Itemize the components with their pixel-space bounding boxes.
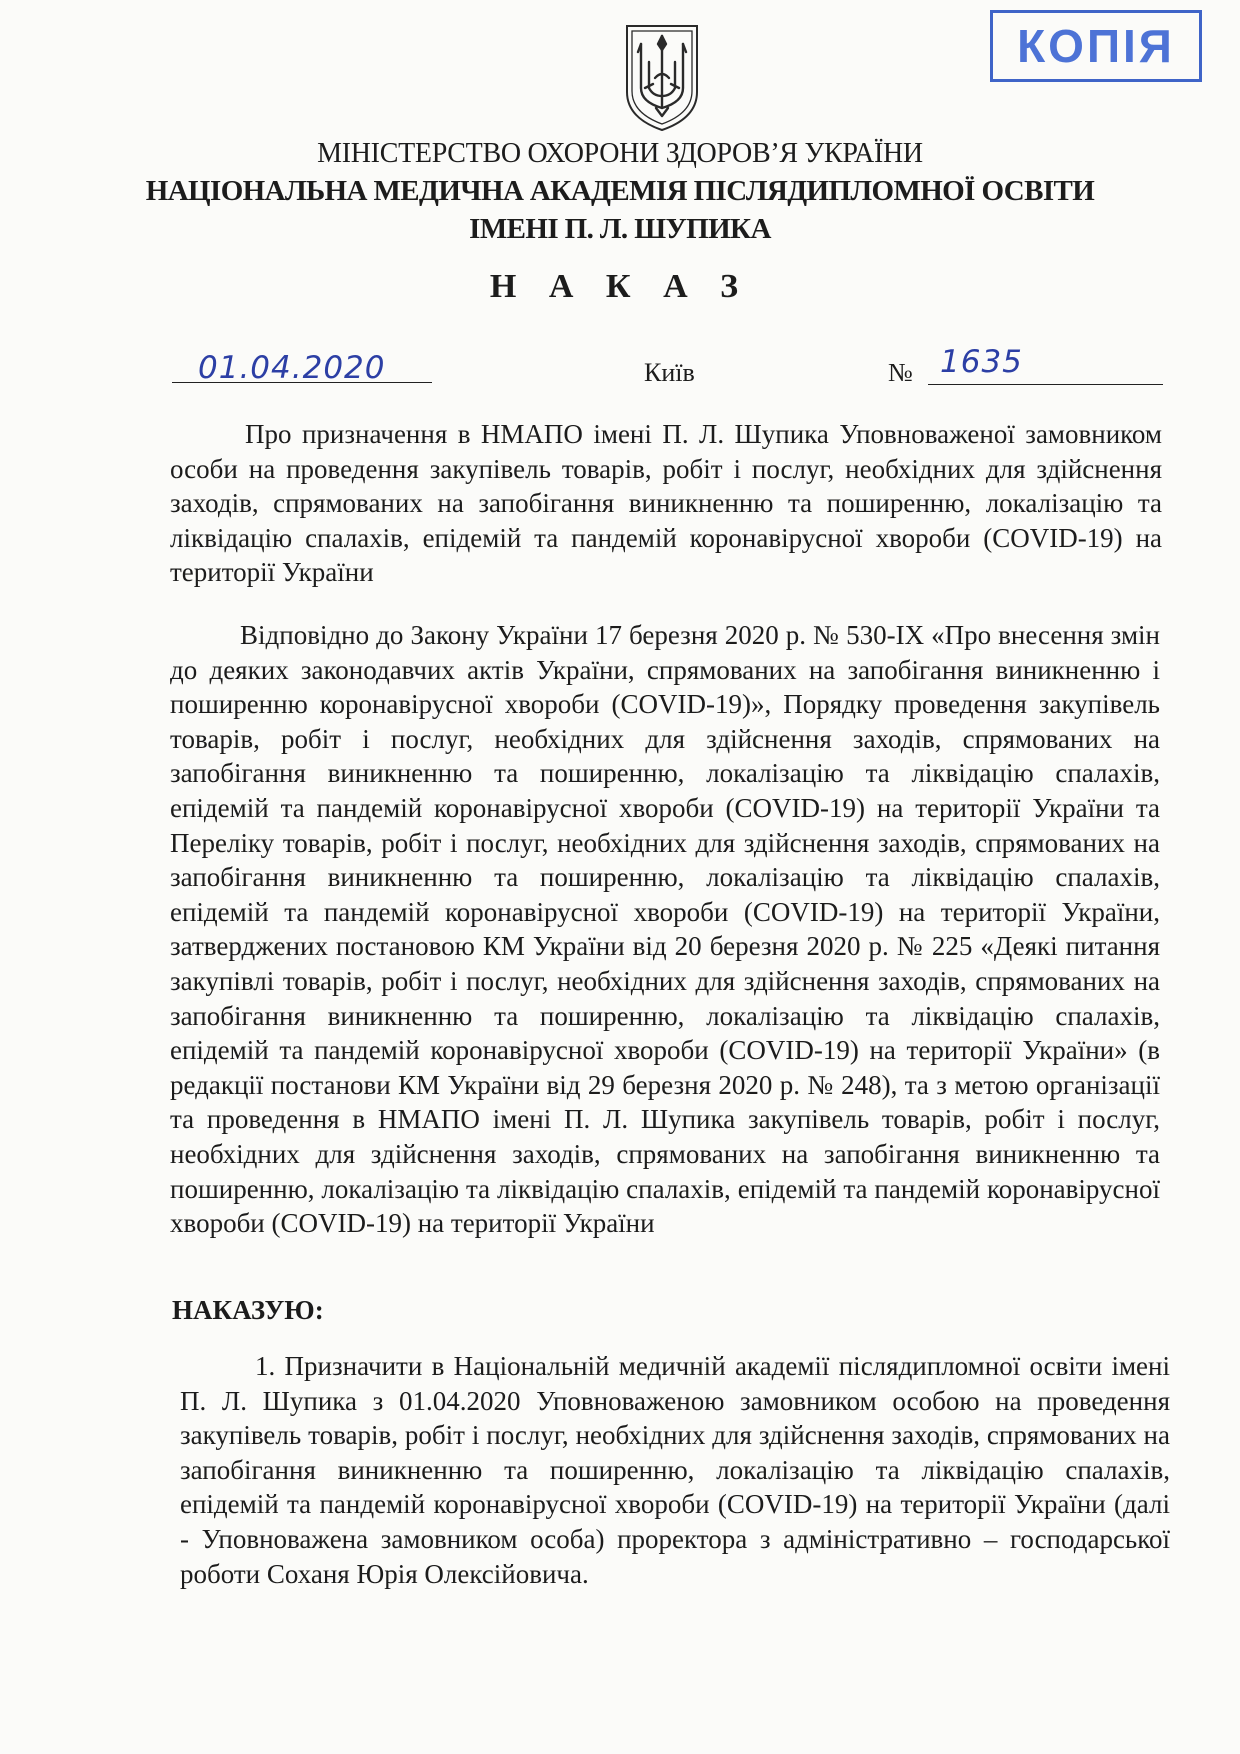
order-item: 1. Призначити в Національній медичній академії післядипломної освіти імені П. Л. Шупика з 01.04.2020 Уповноваженою замовником особою на проведення закупівель товарів, робіт і послуг, необхідних для здійснення заходів, спрямованих на запобігання виникненню та поширенню, локалізацію та ліквідацію спалахів, епідемій та пандемій коронавірусної хвороби (COVID-19) на території України (далі - Уповноважена замовником особа) проректора з адміністративно – господарської роботи Соханя Юрія Олексійовича.	[180, 1351, 1170, 1589]
copy-stamp-label: КОПІЯ	[1017, 20, 1175, 72]
legal-basis-paragraph: Відповідно до Закону України 17 березня 2020 р. № 530-IX «Про внесення змін до деяких законодавчих актів України, спрямованих на запобігання виникненню і поширенню коронавірусної хвороби (COVID-19)», Порядку проведення закупівель товарів, робіт і послуг, необхідних для здійснення заходів, спрямованих на запобігання виникненню та поширенню, локалізацію та ліквідацію спалахів, епідемій та пандемій коронавірусної хвороби (COVID-19) на території України та Переліку товарів, робіт і послуг, необхідних для здійснення заходів, спрямованих на запобігання виникненню та поширенню, локалізацію та ліквідацію спалахів, епідемій та пандемій коронавірусної хвороби (COVID-19) на території України, затверджених постановою КМ України від 20 березня 2020 р. № 225 «Деякі питання закупівлі товарів, робіт і послуг, необхідних для здійснення заходів, спрямованих на запобігання виникненню та поширенню, локалізацію та ліквідацію спалахів, епідемій та пандемій коронавірусної хвороби (COVID-19) на території України» (в редакції постанови КМ України від 29 березня 2020 р. № 248), та з метою організації та проведення в НМАПО імені П. Л. Шупика закупівель товарів, робіт і послуг, необхідних для здійснення заходів, спрямованих на запобігання виникненню та поширенню, локалізацію та ліквідацію спалахів, епідемій та пандемій коронавірусної хвороби (COVID-19) на території України	[170, 620, 1160, 1239]
command-heading: НАКАЗУЮ:	[172, 1295, 324, 1325]
academy-name-line-1: НАЦІОНАЛЬНА МЕДИЧНА АКАДЕМІЯ ПІСЛЯДИПЛОМНОЇ ОСВІТИ	[145, 175, 1095, 207]
order-number: 1635	[940, 344, 1023, 380]
document-header	[0, 136, 1240, 248]
ministry-name: МІНІСТЕРСТВО ОХОРОНИ ЗДОРОВ’Я УКРАЇНИ	[317, 138, 923, 169]
academy-name-line-2: ІМЕНІ П. Л. ШУПИКА	[469, 213, 771, 245]
order-title: Н А К А З	[489, 268, 751, 305]
copy-stamp	[990, 10, 1202, 82]
order-number-label: №	[888, 358, 913, 387]
order-date: 01.04.2020	[198, 350, 386, 386]
order-subject: Про призначення в НМАПО імені П. Л. Шупика Уповноваженої замовником особи на проведення закупівель товарів, робіт і послуг, необхідних для здійснення заходів, спрямованих на запобігання виникненню та поширенню, локалізацію та ліквідацію спалахів, епідемій та пандемій коронавірусної хвороби (COVID-19) на території України	[170, 419, 1162, 588]
order-city: Київ	[644, 358, 695, 387]
trident-coat-of-arms-icon	[623, 22, 701, 134]
